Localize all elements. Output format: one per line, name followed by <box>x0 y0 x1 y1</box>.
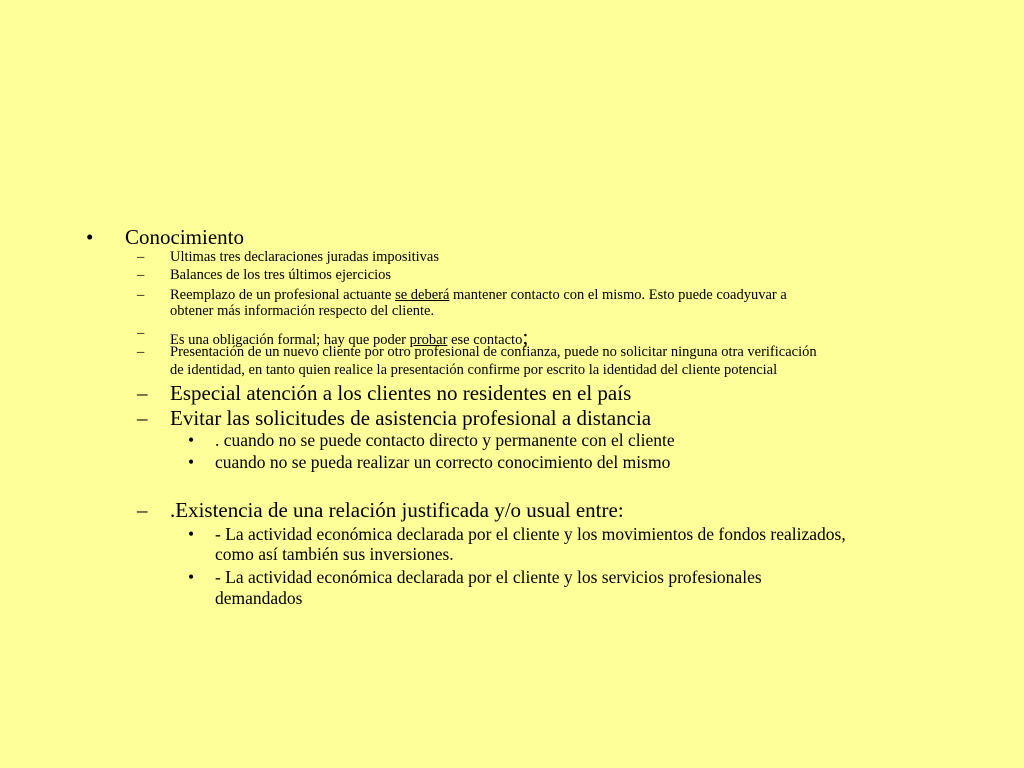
heading-conocimiento: Conocimiento <box>125 225 244 249</box>
item-reemplazo-post: mantener contacto con el mismo. Esto puede coadyuvar a <box>449 287 787 303</box>
dash-bullet: – <box>137 287 145 303</box>
item-especial-atencion: Especial atención a los clientes no residentes en el país <box>170 381 632 405</box>
item-obligacion-tail: ; <box>522 324 529 349</box>
item-existencia: .Existencia de una relación justificada y/o usual entre: <box>170 498 624 522</box>
item-obligacion-underlined: probar <box>409 332 448 348</box>
item-reemplazo-underlined: se deberá <box>395 287 450 303</box>
subitem-movimientos-fondos: - La actividad económica declarada por el cliente y los movimientos de fondos realizados, <box>215 524 846 544</box>
item-reemplazo-line2: obtener más información respecto del cliente. <box>170 303 435 319</box>
dot-bullet: • <box>188 452 195 472</box>
subitem-servicios-profesionales: - La actividad económica declarada por el cliente y los servicios profesionales <box>215 567 762 587</box>
dash-bullet: – <box>137 325 145 341</box>
item-balances: Balances de los tres últimos ejercicios <box>170 267 392 283</box>
dash-bullet: – <box>137 381 148 405</box>
item-evitar-solicitudes: Evitar las solicitudes de asistencia profesional a distancia <box>170 406 652 430</box>
dot-bullet: • <box>188 567 195 587</box>
heading-bullet: • <box>86 225 94 249</box>
subitem-servicios-profesionales-line2: demandados <box>215 588 303 608</box>
subitem-movimientos-fondos-line2: como así también sus inversiones. <box>215 544 454 564</box>
item-reemplazo <box>170 288 787 303</box>
dash-bullet: – <box>137 249 145 265</box>
item-reemplazo-pre: Reemplazo de un profesional actuante <box>170 287 396 303</box>
dash-bullet: – <box>137 267 145 283</box>
subitem-conocimiento-correcto: cuando no se pueda realizar un correcto conocimiento del mismo <box>215 452 671 472</box>
item-obligacion-pre: Es una obligación formal; hay que poder <box>170 332 410 348</box>
dash-bullet: – <box>137 498 148 522</box>
subitem-contacto-directo: . cuando no se puede contacto directo y permanente con el cliente <box>215 430 675 450</box>
dash-bullet: – <box>137 344 145 360</box>
item-presentacion: Presentación de un nuevo cliente por otro profesional de confianza, puede no solicitar ninguna otra verificación <box>170 344 817 360</box>
dash-bullet: – <box>137 406 148 430</box>
item-obligacion-post: ese contacto <box>447 332 523 348</box>
item-declaraciones: Ultimas tres declaraciones juradas impositivas <box>170 249 439 265</box>
dot-bullet: • <box>188 430 195 450</box>
dot-bullet: • <box>188 524 195 544</box>
item-presentacion-line2: de identidad, en tanto quien realice la presentación confirme por escrito la identidad del cliente potencial <box>170 362 778 378</box>
